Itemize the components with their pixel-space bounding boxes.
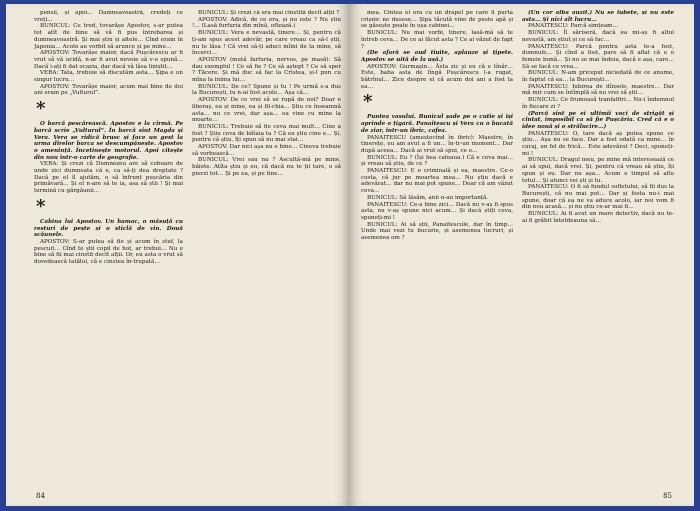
stage-direction: Cabina lui Apostov. Un hamac, o măsuță cu resturi de pește și o sticlă de vin. Două scăunele. (34, 218, 183, 239)
stage-direction: (De afară se aud tiuite, aplauze și țipete. Apostov se uită de la ușă.) (361, 50, 513, 63)
dialogue-paragraph: BUNICUL: Ai să știi, Panaitescule, dar în timp… Unde mai vezi tu bucurie, și asemenea lucruri, și asemenea om ? (361, 221, 513, 242)
book-spread (6, 4, 694, 506)
dialogue-paragraph: BUNICUL: Și crezi că era mai cinstită decît alții ? (198, 10, 340, 16)
dialogue-paragraph: BUNICUL: Îl săriseră, dacă ea mi-aș fi altul nevastă, am știut și ce să fac… (522, 30, 674, 43)
dialogue-paragraph: BUNICUL: N-am priceput niciodată de ce anume, în faptul că ea… la București… (522, 70, 674, 84)
stage-direction: Puntea vasului. Bunicul șade pe o cutie și își aprinde o țigară. Panaitescu și Vera cu o bucată de ziar, într-un ibric, cafea. (361, 114, 513, 134)
page-number: 85 (663, 492, 672, 500)
dialogue-paragraph: BUNICUL: Nu mai vorbi, tinere, lasă-mă să te întreb ceva… De ce ai făcut asta ? Ce ai văzut de fapt ? (361, 30, 513, 50)
stage-direction: (Un cor alba auzit.) Nu se lubete, și nu este asta… Și nici alt lucru… (522, 10, 674, 23)
dialogue-paragraph: APOSTOV: De ce vrei să se rupă de noi? Doar e liberaș, ea și mine, ea și fil-chia… Știu ce înseamnă asta… nu ce vrei, dar așa… ea vine cu mine la moarte… (192, 97, 341, 124)
dialogue-paragraph: VERA: Și crezi că Dumnezeu are să coboare de unde zici dumneata că e, ca să-ți dea dreptate ? Dacă pe el îl ajutăm, o să înfrunt pușcăria din primăvară… Și el n-are să te ia, asa să știi ! Și mai termină cu gărgăunii… (34, 161, 183, 195)
dialogue-paragraph: BUNICUL: Dragul meu, pe mine mă interesează ce ai să spui, dacă vrei. Și, pentru că vreau să știu, îți spun și eu. Dar nu așa… Acum e timpul să aflu totul… Și atunci vei ști și tu. (522, 157, 674, 184)
dialogue-paragraph: PANAITESCU: Ce-a bine zici… Dacă nu v-aș fi spus asta, nu v-aș spune nici acum… Și dacă știți ceva, spuneți-mi ! (361, 201, 513, 221)
right-page (349, 4, 694, 506)
dialogue-paragraph: BUNICUL: Ce frumoasă tranfalfiri… Nu-i îndemnul în fiecare zi ? (522, 97, 674, 110)
dialogue-paragraph: PANAITESCU: O fi să fundul sufletului, să fii dus la București, că nu mai pot… Dar și fosta nu-i mai spune, doar că ea ne va aduce acolo, iar noi vom fi din nou acasă… și nu știu ce-ar mai fi… (522, 184, 674, 211)
dialogue-paragraph: PANAITESCU: Parcă pentru asta te-a fost, domnule… Și cînd a fost, pare să fi aflat că e o femeie bună… Și nu se mai îndoia, dacă e așa, care… Să se facă ce vrea… (522, 43, 674, 70)
page-number: 84 (36, 492, 45, 500)
dialogue-paragraph: APOSTOV: Dar nici așa nu e bine… Cineva trebuie să vorbească… (192, 144, 341, 157)
left-page (6, 4, 349, 506)
dialogue-paragraph: VERA: Tata, trebuie să discutăm asta… Șipa e un singur lucru… (34, 70, 183, 84)
dialogue-paragraph: APOSTOV: S-ar putea să fie și acum în stuf, la pescuit… Cînd te știi copil de hoț, ar trebui… Nu e bine să fii mai cinstit decît alții. Or, eu asta o vrut să dovedească tatălui, că e cinstea în-trupată… (34, 238, 183, 266)
dialogue-paragraph: BUNICUL: Vera e nevastă, tinere… Și, pentru că ți-am spus acest adevăr, pe care vreau ca să-l știi, nu te lăsa ! Că vrei să-ți aduci mîini de la mine, să încerci… (192, 30, 341, 57)
dialogue-paragraph: PANAITESCU: O, tare dacă aș putea spune ce știu… Așa nu se face. Dar a fost odată ca mine… în curaj, un fel de frică… Este adevărat ? Deci, spuneți-mi ! (522, 130, 674, 157)
dialogue-paragraph: BUNICUL: Trebuie să fie ceva mai mult… Cine a fost ? Știu ceva de bătaia ta ? Că eu știu cine e… Și, pentru că știu, îți spun să nu mai stai… (192, 123, 341, 144)
dialogue-paragraph: mea. Cîntea ei era cu un drapel pe care îl purta crișnic ne dusese… Șipa tăcută vine de peste apă și se găsește poate în ușa cabinei… (361, 10, 513, 30)
dialogue-paragraph: BUNICUL: Să lăsăm, anii n-au importanță. (367, 194, 489, 201)
dialogue-paragraph: APOSTOV: Tovarășe maior, dacă Pușcărescu ar fi vrut să vă ucidă, n-ar fi avut nevoie să v-o spună… Dacă i-ați fi dat ocazia, dar dacă vă lăsa liniștit… (34, 50, 183, 70)
dialogue-paragraph: PANAITESCU: Iubirea de dînsele, maestre… Dar mă mir cum se întîmplă să nu vrei să știi… (522, 83, 674, 97)
dialogue-paragraph: BUNICUL: Ce tred, tovarășe Apostov, s-ar putea tot atît de bine să vă fi pus întrebarea și dumneavoastră. Și mai știu și altele… Cînd eram în Japonia… Acolo au vorbit să arunce și pe mine… (34, 23, 183, 50)
dialogue-paragraph: APOSTOV: Gurmaşin… Ăsta zic și eu că e tînăr… Este, baba asta de lîngă Pușcărescu l-a rugat, bătrînul… Zice despre el că acum doi ani a fost la ea… (361, 63, 513, 90)
dialogue-paragraph: BUNICUL: Vrei sau nu ? Ascultă-mă pe mine, băiete. Atîta știu și eu, că dacă nu te ții tare, o să pierzi tot… Și pe ea, și pe tine… (192, 157, 341, 177)
left-page-column-1 (34, 10, 183, 482)
stage-direction: (Parcă sînt pe ei ultimii voci de strigăt și cîntat, imposibil ca să fie Pușcăria. Cred că e o idee nouă și o strălucire…) (522, 110, 674, 130)
dialogue-paragraph: pensii, și apoi… Damneavoastră, credeți ce vreți… (34, 10, 183, 23)
dialogue-paragraph: APOSTOV (mută farfuria, nervos, pe masă): Să dau exemplul ! Ce să fie ? Ce să aștept ? Ce să sper ? Tăcere. Și mă duc să fac la Cristea, și-l pun cu mîna la inima lui… (192, 56, 341, 84)
dialogue-paragraph: APOSTOV: Adică, de ce era, și nu este ? Nu știu !… (Lasă furfuria din mînă, oftează.) (192, 16, 341, 30)
dialogue-paragraph: PANAITESCU (amestecînd în ibric): Maestre, în tinerețe, eu am avut a fi un… în-tr-un moment… Dar după aceea… Dacă ai vrut să spui, ce e… (361, 134, 513, 154)
scene-break-asterisk: * (36, 98, 46, 120)
scene-break-asterisk: * (36, 195, 46, 217)
dialogue-paragraph: PANAITESCU: E o criminală și ea, maestre. Ce-o costa, că jur pe moartea mea… Nu știu dacă e adevărat… dar nu mai pot spune… Doar că am văzut ceva… (361, 168, 513, 195)
right-page-column-2 (522, 10, 674, 482)
right-page-column-1 (361, 10, 513, 482)
left-page-column-2 (192, 10, 341, 482)
dialogue-paragraph: BUNICUL: De ce? Spune și tu ! Pe urmă s-a dus la București, tu n-ai fost acolo… Așa că… (192, 83, 341, 97)
dialogue-paragraph: BUNICUL: Ai fi avut un mare detectiv, dacă nu te-ai fi grăbit întotdeauna să… (522, 211, 674, 224)
dialogue-paragraph: PANAITESCU: Parcă simțeam… (528, 23, 619, 30)
scene-break-asterisk: * (363, 91, 373, 113)
stage-direction: O barcă pescărească. Apostov e la cîrmă. Pe barcă scrie „Vulturul”. În barcă sînt Magda și Vera. Vera se ridică brusc și face un gest la urma dîrelor barca se descumpănește. Apostov o amenință. Încetinește motorul. Apoi citește din nou într-o carte de geografie. (34, 121, 183, 161)
dialogue-paragraph: BUNICUL: Eu ? (Își bea cafeaua.) Că e ceva mai… și vreau să știu, de ce ? (361, 154, 513, 168)
dialogue-paragraph: APOSTOV: Tovarășe maior, acum mai bine de doi ani eram pe „Vulturul”. (34, 83, 183, 97)
